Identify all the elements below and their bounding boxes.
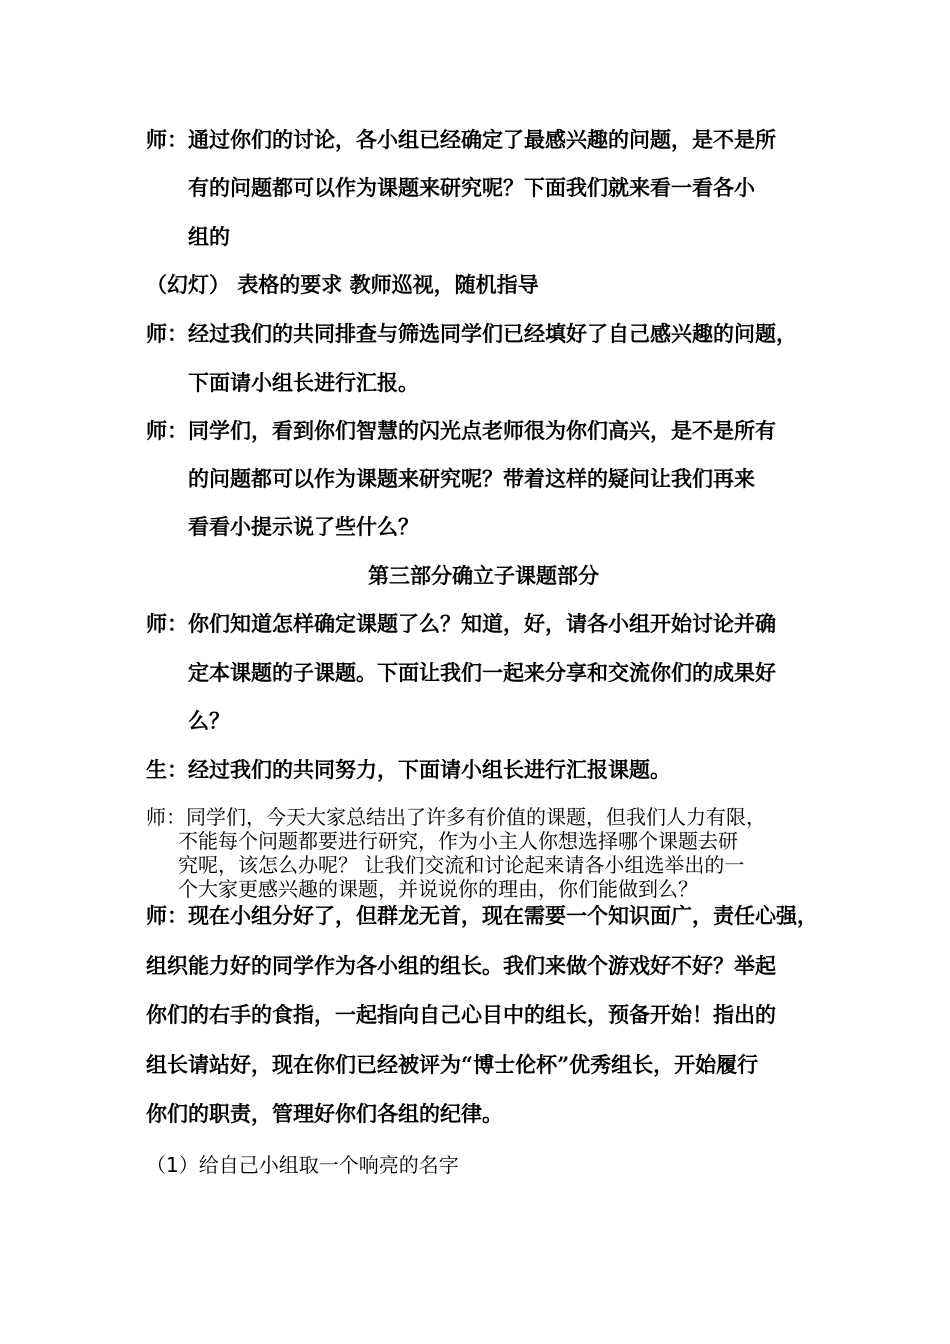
text-line: 师：同学们，看到你们智慧的闪光点老师很为你们高兴，是不是所有: [146, 418, 776, 443]
text-line: 么？: [188, 708, 230, 733]
text-line: 有的问题都可以作为课题来研究呢？下面我们就来看一看各小: [188, 175, 755, 200]
text-line: 下面请小组长进行汇报。: [188, 370, 419, 395]
section-heading: 第三部分确立子课题部分: [368, 564, 599, 588]
text-line: 师：经过我们的共同排查与筛选同学们已经填好了自己感兴趣的问题，: [146, 321, 797, 346]
text-line: （1）给自己小组取一个响亮的名字: [146, 1153, 459, 1177]
text-line: 生：经过我们的共同努力，下面请小组长进行汇报课题。: [146, 757, 671, 782]
text-line: 你们的职责，管理好你们各组的纪律。: [146, 1101, 503, 1126]
text-line: 师：同学们，今天大家总结出了许多有价值的课题，但我们人力有限，: [146, 805, 766, 829]
text-line: 个大家更感兴趣的课题，并说说你的理由，你们能做到么？: [178, 877, 698, 901]
text-line: 定本课题的子课题。下面让我们一起来分享和交流你们的成果好: [188, 660, 776, 685]
text-line: 师：通过你们的讨论，各小组已经确定了最感兴趣的问题，是不是所: [146, 127, 776, 152]
text-line: 组的: [188, 224, 230, 249]
text-line: 师：你们知道怎样确定课题了么？知道，好，请各小组开始讨论并确: [146, 611, 776, 636]
text-line: 师：现在小组分好了，但群龙无首，现在需要一个知识面广，责任心强，: [146, 903, 818, 928]
text-line: 你们的右手的食指，一起指向自己心目中的组长，预备开始！指出的: [146, 1002, 776, 1027]
text-line: 看看小提示说了些什么？: [188, 514, 419, 539]
text-line: 的问题都可以作为课题来研究呢？带着这样的疑问让我们再来: [188, 466, 755, 491]
text-line: 究呢，该怎么办呢？ 让我们交流和讨论起来请各小组选举出的一: [178, 853, 745, 877]
text-line: 组织能力好的同学作为各小组的组长。我们来做个游戏好不好？举起: [146, 953, 776, 978]
text-line: 组长请站好，现在你们已经被评为“博士伦杯”优秀组长，开始履行: [146, 1052, 759, 1077]
text-line: 不能每个问题都要进行研究，作为小主人你想选择哪个课题去研: [178, 829, 738, 853]
text-line: （幻灯） 表格的要求 教师巡视，随机指导: [146, 272, 539, 297]
